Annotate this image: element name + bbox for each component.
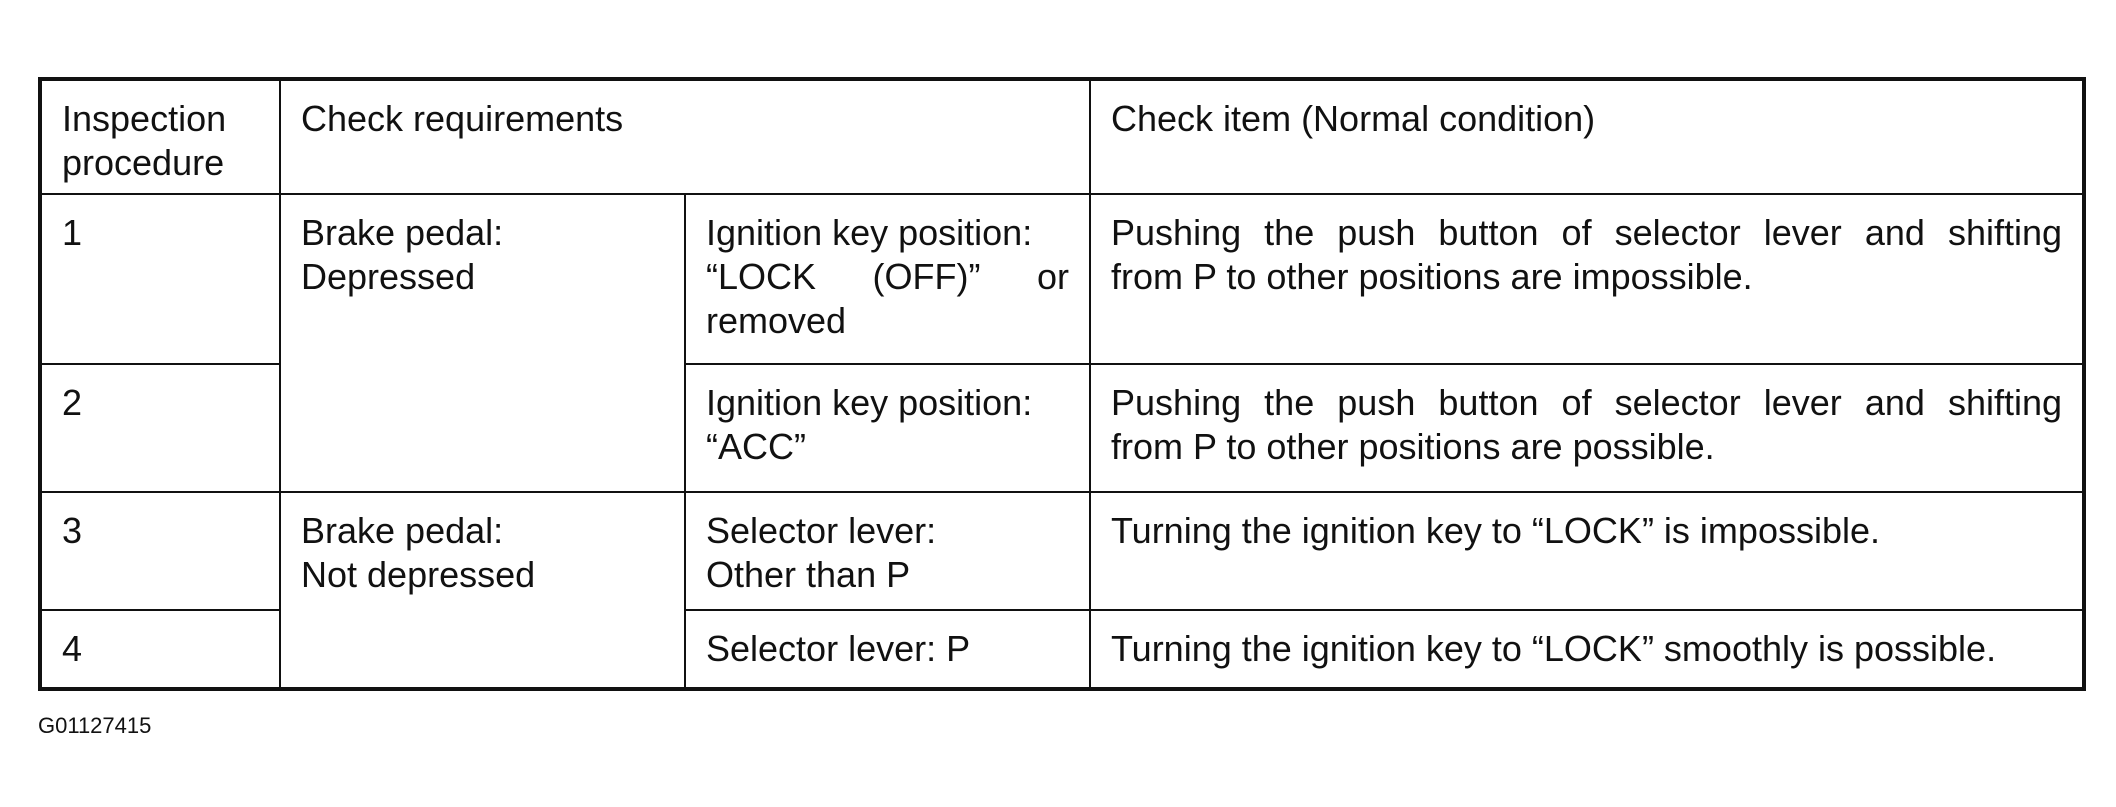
condition-line-2 — [706, 255, 1069, 299]
condition-cell — [685, 610, 1090, 689]
check-item-cell — [1090, 194, 2084, 364]
header-procedure-line-1: Inspection — [62, 98, 227, 139]
condition-line-1: Selector lever: P — [706, 628, 971, 669]
figure-code: G01127415 — [38, 713, 152, 738]
brake-line-2: Not depressed — [301, 554, 536, 595]
procedure-number-cell: 2 — [40, 364, 280, 492]
inspection-table — [38, 77, 2086, 691]
condition-cell — [685, 492, 1090, 610]
condition-line-2: “ACC” — [706, 426, 806, 467]
brake-line-2: Depressed — [301, 256, 476, 297]
item-line-1: Pushing the push button of selector lever and shifting — [1111, 382, 2063, 423]
header-inspection-procedure — [40, 79, 280, 194]
condition-cell — [685, 194, 1090, 364]
item-line-1: Turning the ignition key to “LOCK” smoothly is possible. — [1111, 628, 1997, 669]
item-line-1: Pushing the push button of selector lever and shifting — [1111, 212, 2063, 253]
header-procedure-line-2: procedure — [62, 142, 225, 183]
brake-pedal-cell — [280, 492, 685, 689]
procedure-number-cell: 1 — [40, 194, 280, 364]
item-line-1: Turning the ignition key to “LOCK” is impossible. — [1111, 510, 1881, 551]
condition-line-2-text: “LOCK (OFF)” or — [706, 256, 1070, 297]
brake-line-1: Brake pedal: — [301, 510, 504, 551]
table-row — [40, 492, 2084, 610]
condition-line-1: Ignition key position: — [706, 382, 1033, 423]
inspection-table-container — [38, 77, 2082, 688]
procedure-number-cell: 4 — [40, 610, 280, 689]
brake-pedal-cell — [280, 194, 685, 492]
check-item-cell — [1090, 492, 2084, 610]
table-row — [40, 194, 2084, 364]
condition-line-2: Other than P — [706, 554, 911, 595]
check-item-cell — [1090, 364, 2084, 492]
condition-line-1: Selector lever: — [706, 510, 937, 551]
header-check-item: Check item (Normal condition) — [1090, 79, 2084, 194]
header-check-requirements: Check requirements — [280, 79, 1090, 194]
table-header-row — [40, 79, 2084, 194]
condition-line-3: removed — [706, 300, 847, 341]
item-line-2: from P to other positions are impossible. — [1111, 256, 1753, 297]
procedure-number-cell: 3 — [40, 492, 280, 610]
condition-cell — [685, 364, 1090, 492]
condition-line-1: Ignition key position: — [706, 212, 1033, 253]
item-line-2: from P to other positions are possible. — [1111, 426, 1715, 467]
brake-line-1: Brake pedal: — [301, 212, 504, 253]
check-item-cell — [1090, 610, 2084, 689]
